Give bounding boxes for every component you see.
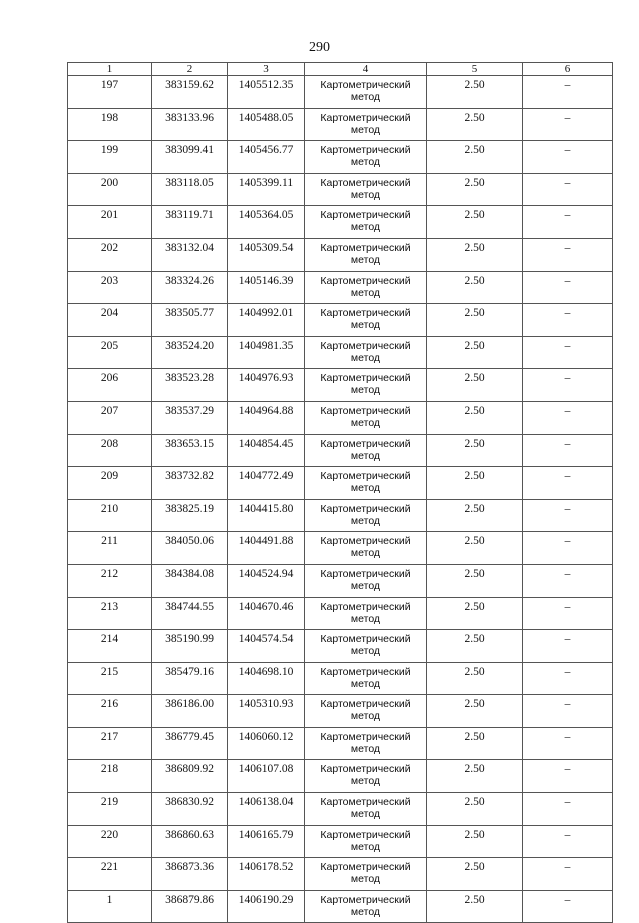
note-cell: – [523, 206, 613, 239]
method-cell: Картометрический метод [305, 760, 427, 793]
point-number-cell: 201 [68, 206, 152, 239]
note-cell: – [523, 499, 613, 532]
method-cell: Картометрический метод [305, 499, 427, 532]
table-row [68, 206, 613, 239]
accuracy-cell: 2.50 [427, 434, 523, 467]
method-cell: Картометрический метод [305, 304, 427, 337]
accuracy-cell: 2.50 [427, 662, 523, 695]
method-cell: Картометрический метод [305, 108, 427, 141]
note-cell: – [523, 564, 613, 597]
note-cell: – [523, 858, 613, 891]
y-coordinate-cell: 1406165.79 [228, 825, 305, 858]
accuracy-cell: 2.50 [427, 206, 523, 239]
table-row [68, 858, 613, 891]
method-cell: Картометрический метод [305, 727, 427, 760]
accuracy-cell: 2.50 [427, 499, 523, 532]
y-coordinate-cell: 1405146.39 [228, 271, 305, 304]
table-row [68, 304, 613, 337]
point-number-cell: 212 [68, 564, 152, 597]
x-coordinate-cell: 383159.62 [152, 76, 228, 109]
accuracy-cell: 2.50 [427, 108, 523, 141]
y-coordinate-cell: 1404772.49 [228, 467, 305, 500]
method-cell: Картометрический метод [305, 695, 427, 728]
note-cell: – [523, 793, 613, 826]
table-row [68, 793, 613, 826]
point-number-cell: 218 [68, 760, 152, 793]
x-coordinate-cell: 385479.16 [152, 662, 228, 695]
table-row [68, 336, 613, 369]
method-cell: Картометрический метод [305, 401, 427, 434]
x-coordinate-cell: 383132.04 [152, 238, 228, 271]
table-row [68, 825, 613, 858]
point-number-cell: 202 [68, 238, 152, 271]
point-number-cell: 220 [68, 825, 152, 858]
accuracy-cell: 2.50 [427, 401, 523, 434]
method-cell: Картометрический метод [305, 206, 427, 239]
note-cell: – [523, 336, 613, 369]
method-cell: Картометрический метод [305, 141, 427, 174]
method-cell: Картометрический метод [305, 173, 427, 206]
x-coordinate-cell: 383505.77 [152, 304, 228, 337]
x-coordinate-cell: 383537.29 [152, 401, 228, 434]
accuracy-cell: 2.50 [427, 630, 523, 663]
column-header-6: 6 [523, 63, 613, 76]
table-header-row [68, 63, 613, 76]
y-coordinate-cell: 1405512.35 [228, 76, 305, 109]
y-coordinate-cell: 1406107.08 [228, 760, 305, 793]
note-cell: – [523, 532, 613, 565]
method-cell: Картометрический метод [305, 662, 427, 695]
point-number-cell: 214 [68, 630, 152, 663]
note-cell: – [523, 727, 613, 760]
table-row [68, 108, 613, 141]
accuracy-cell: 2.50 [427, 141, 523, 174]
table-row [68, 695, 613, 728]
method-cell: Картометрический метод [305, 564, 427, 597]
accuracy-cell: 2.50 [427, 858, 523, 891]
point-number-cell: 215 [68, 662, 152, 695]
accuracy-cell: 2.50 [427, 336, 523, 369]
y-coordinate-cell: 1404992.01 [228, 304, 305, 337]
x-coordinate-cell: 383523.28 [152, 369, 228, 402]
x-coordinate-cell: 383732.82 [152, 467, 228, 500]
point-number-cell: 213 [68, 597, 152, 630]
x-coordinate-cell: 383825.19 [152, 499, 228, 532]
column-header-3: 3 [228, 63, 305, 76]
point-number-cell: 210 [68, 499, 152, 532]
y-coordinate-cell: 1405456.77 [228, 141, 305, 174]
coordinates-table [67, 62, 613, 923]
method-cell: Картометрический метод [305, 597, 427, 630]
x-coordinate-cell: 383524.20 [152, 336, 228, 369]
table-row [68, 727, 613, 760]
x-coordinate-cell: 384050.06 [152, 532, 228, 565]
note-cell: – [523, 467, 613, 500]
x-coordinate-cell: 386860.63 [152, 825, 228, 858]
point-number-cell: 197 [68, 76, 152, 109]
note-cell: – [523, 825, 613, 858]
accuracy-cell: 2.50 [427, 825, 523, 858]
x-coordinate-cell: 384384.08 [152, 564, 228, 597]
y-coordinate-cell: 1406178.52 [228, 858, 305, 891]
x-coordinate-cell: 383118.05 [152, 173, 228, 206]
x-coordinate-cell: 383099.41 [152, 141, 228, 174]
y-coordinate-cell: 1404574.54 [228, 630, 305, 663]
y-coordinate-cell: 1406138.04 [228, 793, 305, 826]
table-row [68, 173, 613, 206]
method-cell: Картометрический метод [305, 271, 427, 304]
table-row [68, 890, 613, 923]
method-cell: Картометрический метод [305, 793, 427, 826]
point-number-cell: 205 [68, 336, 152, 369]
note-cell: – [523, 271, 613, 304]
accuracy-cell: 2.50 [427, 727, 523, 760]
point-number-cell: 204 [68, 304, 152, 337]
x-coordinate-cell: 386186.00 [152, 695, 228, 728]
table-row [68, 401, 613, 434]
column-header-5: 5 [427, 63, 523, 76]
table-row [68, 662, 613, 695]
method-cell: Картометрический метод [305, 434, 427, 467]
accuracy-cell: 2.50 [427, 271, 523, 304]
note-cell: – [523, 630, 613, 663]
note-cell: – [523, 401, 613, 434]
x-coordinate-cell: 383324.26 [152, 271, 228, 304]
method-cell: Картометрический метод [305, 532, 427, 565]
table-row [68, 238, 613, 271]
y-coordinate-cell: 1405488.05 [228, 108, 305, 141]
table-row [68, 369, 613, 402]
x-coordinate-cell: 386779.45 [152, 727, 228, 760]
point-number-cell: 217 [68, 727, 152, 760]
point-number-cell: 203 [68, 271, 152, 304]
column-header-4: 4 [305, 63, 427, 76]
table-row [68, 499, 613, 532]
note-cell: – [523, 597, 613, 630]
note-cell: – [523, 695, 613, 728]
method-cell: Картометрический метод [305, 630, 427, 663]
y-coordinate-cell: 1405310.93 [228, 695, 305, 728]
note-cell: – [523, 890, 613, 923]
note-cell: – [523, 434, 613, 467]
point-number-cell: 207 [68, 401, 152, 434]
y-coordinate-cell: 1404854.45 [228, 434, 305, 467]
note-cell: – [523, 173, 613, 206]
y-coordinate-cell: 1405399.11 [228, 173, 305, 206]
y-coordinate-cell: 1405309.54 [228, 238, 305, 271]
accuracy-cell: 2.50 [427, 532, 523, 565]
note-cell: – [523, 108, 613, 141]
note-cell: – [523, 304, 613, 337]
accuracy-cell: 2.50 [427, 304, 523, 337]
table-row [68, 760, 613, 793]
point-number-cell: 1 [68, 890, 152, 923]
method-cell: Картометрический метод [305, 76, 427, 109]
note-cell: – [523, 662, 613, 695]
x-coordinate-cell: 383119.71 [152, 206, 228, 239]
table-row [68, 597, 613, 630]
x-coordinate-cell: 385190.99 [152, 630, 228, 663]
method-cell: Картометрический метод [305, 336, 427, 369]
x-coordinate-cell: 386830.92 [152, 793, 228, 826]
y-coordinate-cell: 1405364.05 [228, 206, 305, 239]
method-cell: Картометрический метод [305, 858, 427, 891]
method-cell: Картометрический метод [305, 467, 427, 500]
note-cell: – [523, 76, 613, 109]
y-coordinate-cell: 1404981.35 [228, 336, 305, 369]
accuracy-cell: 2.50 [427, 369, 523, 402]
method-cell: Картометрический метод [305, 825, 427, 858]
point-number-cell: 208 [68, 434, 152, 467]
y-coordinate-cell: 1404524.94 [228, 564, 305, 597]
point-number-cell: 219 [68, 793, 152, 826]
y-coordinate-cell: 1406190.29 [228, 890, 305, 923]
x-coordinate-cell: 386873.36 [152, 858, 228, 891]
y-coordinate-cell: 1404964.88 [228, 401, 305, 434]
x-coordinate-cell: 384744.55 [152, 597, 228, 630]
accuracy-cell: 2.50 [427, 890, 523, 923]
table-row [68, 434, 613, 467]
table-row [68, 630, 613, 663]
note-cell: – [523, 760, 613, 793]
point-number-cell: 206 [68, 369, 152, 402]
point-number-cell: 198 [68, 108, 152, 141]
method-cell: Картометрический метод [305, 369, 427, 402]
x-coordinate-cell: 386879.86 [152, 890, 228, 923]
accuracy-cell: 2.50 [427, 238, 523, 271]
table-body [68, 76, 613, 923]
x-coordinate-cell: 386809.92 [152, 760, 228, 793]
page-number: 290 [309, 40, 330, 55]
accuracy-cell: 2.50 [427, 793, 523, 826]
table-row [68, 532, 613, 565]
accuracy-cell: 2.50 [427, 564, 523, 597]
table-row [68, 467, 613, 500]
column-header-1: 1 [68, 63, 152, 76]
y-coordinate-cell: 1404698.10 [228, 662, 305, 695]
column-header-2: 2 [152, 63, 228, 76]
note-cell: – [523, 141, 613, 174]
accuracy-cell: 2.50 [427, 173, 523, 206]
note-cell: – [523, 238, 613, 271]
x-coordinate-cell: 383653.15 [152, 434, 228, 467]
point-number-cell: 211 [68, 532, 152, 565]
y-coordinate-cell: 1404670.46 [228, 597, 305, 630]
accuracy-cell: 2.50 [427, 760, 523, 793]
table-row [68, 141, 613, 174]
point-number-cell: 200 [68, 173, 152, 206]
y-coordinate-cell: 1406060.12 [228, 727, 305, 760]
table-row [68, 271, 613, 304]
method-cell: Картометрический метод [305, 890, 427, 923]
point-number-cell: 216 [68, 695, 152, 728]
y-coordinate-cell: 1404415.80 [228, 499, 305, 532]
accuracy-cell: 2.50 [427, 76, 523, 109]
point-number-cell: 199 [68, 141, 152, 174]
x-coordinate-cell: 383133.96 [152, 108, 228, 141]
note-cell: – [523, 369, 613, 402]
point-number-cell: 221 [68, 858, 152, 891]
point-number-cell: 209 [68, 467, 152, 500]
table-row [68, 76, 613, 109]
accuracy-cell: 2.50 [427, 695, 523, 728]
accuracy-cell: 2.50 [427, 467, 523, 500]
method-cell: Картометрический метод [305, 238, 427, 271]
y-coordinate-cell: 1404491.88 [228, 532, 305, 565]
y-coordinate-cell: 1404976.93 [228, 369, 305, 402]
accuracy-cell: 2.50 [427, 597, 523, 630]
table-row [68, 564, 613, 597]
